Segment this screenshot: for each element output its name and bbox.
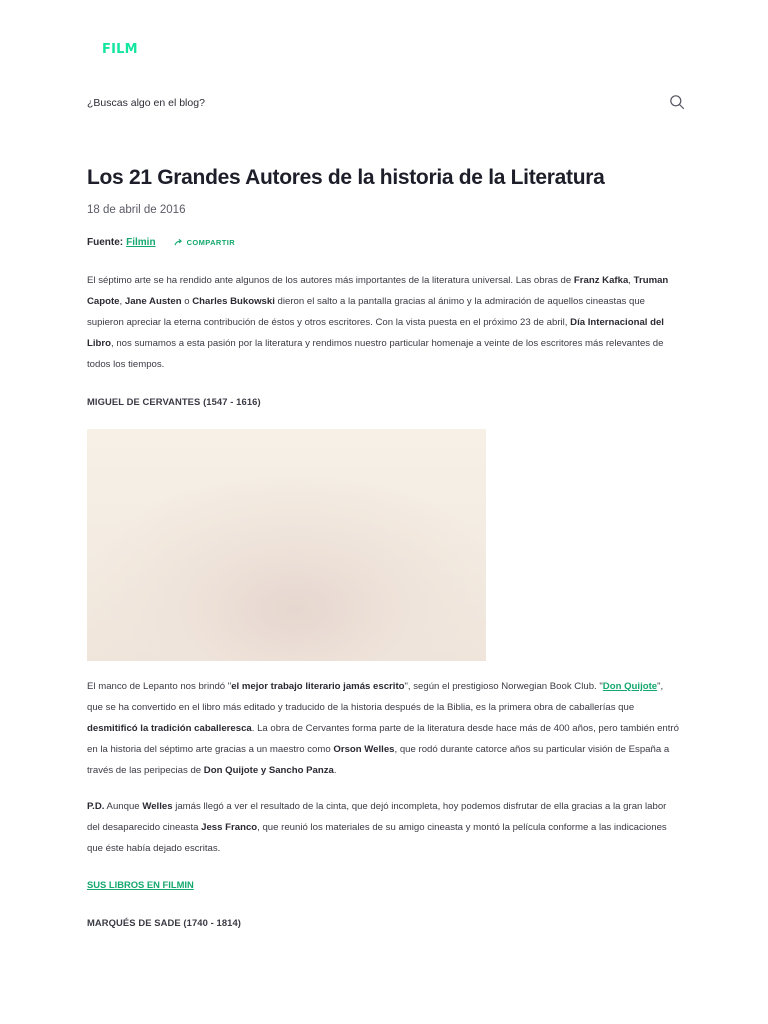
text: , que reunió los materiales de su amigo cineasta y montó la película conforme a las indicaciones que éste había dejado escritas. xyxy=(87,822,667,854)
text: . La obra de Cervantes forma parte de la literatura desde hace más de 400 años, pero también entró en la historia del séptimo arte gracias a un maestro como xyxy=(87,723,679,755)
source-label: Fuente: xyxy=(87,237,124,248)
emphasis: P.D. xyxy=(87,801,105,812)
text: . xyxy=(333,765,337,776)
article-title: Los 21 Grandes Autores de la historia de la Literatura xyxy=(87,166,605,189)
books-in-filmin-link[interactable]: SUS LIBROS EN FILMIN xyxy=(87,879,194,890)
search-prompt[interactable]: ¿Buscas algo en el blog? xyxy=(87,97,205,109)
share-button[interactable] xyxy=(174,238,235,247)
search-icon[interactable] xyxy=(669,94,685,110)
text: , xyxy=(119,296,125,307)
filmin-logo[interactable]: FILM xyxy=(102,42,138,57)
text: Aunque xyxy=(104,801,143,812)
author-name: Truman Capote xyxy=(87,275,669,307)
blog-search[interactable] xyxy=(87,94,687,116)
cervantes-image xyxy=(87,429,486,661)
emphasis: Don Quijote y Sancho Panza xyxy=(203,765,334,776)
text: , xyxy=(628,275,634,286)
intro-paragraph xyxy=(87,270,681,375)
share-arrow-icon xyxy=(174,238,183,247)
article-date: 18 de abril de 2016 xyxy=(87,204,186,216)
cervantes-paragraph xyxy=(87,676,681,781)
emphasis: Jess Franco xyxy=(201,822,258,833)
cervantes-postscript xyxy=(87,796,681,859)
source-row xyxy=(87,237,235,248)
text: ", que se ha convertido en el libro más editado y traducido de la historia después de la Biblia, es la primera obra de caballerías que xyxy=(87,681,664,713)
text: dieron el salto a la pantalla gracias al ánimo y la admiración de aquellos cineastas que supieron apreciar la eterna contribución de éstos y otros escritores. Con la vista puesta en el próximo 23 de abril, xyxy=(87,296,646,328)
don-quijote-link[interactable]: Don Quijote xyxy=(602,681,658,692)
text: El manco de Lepanto nos brindó " xyxy=(87,681,232,692)
source-link[interactable]: Filmin xyxy=(126,237,156,248)
section-heading-sade: MARQUÉS DE SADE (1740 - 1814) xyxy=(87,917,241,928)
share-label: COMPARTIR xyxy=(186,238,236,247)
emphasis: desmitificó la tradición caballeresca xyxy=(87,723,252,734)
text: ", según el prestigioso Norwegian Book Club. " xyxy=(404,681,603,692)
text: o xyxy=(181,296,193,307)
emphasis: el mejor trabajo literario jamás escrito xyxy=(231,681,405,692)
text: jamás llegó a ver el resultado de la cinta, que dejó incompleta, hoy podemos disfrutar de ella gracias a la gran labor del desaparecido cineasta xyxy=(87,801,667,833)
author-name: Jane Austen xyxy=(124,296,182,307)
emphasis: Welles xyxy=(142,801,173,812)
text: , que rodó durante catorce años su particular visión de España a través de las peripecias de xyxy=(87,744,670,776)
emphasis: Día Internacional del Libro xyxy=(87,317,664,349)
text: , nos sumamos a esta pasión por la literatura y rendimos nuestro particular homenaje a veinte de los escritores más relevantes de todos los tiempos. xyxy=(87,338,664,370)
author-name: Charles Bukowski xyxy=(192,296,275,307)
author-name: Franz Kafka xyxy=(573,275,629,286)
emphasis: Orson Welles xyxy=(333,744,395,755)
section-heading-cervantes: MIGUEL DE CERVANTES (1547 - 1616) xyxy=(87,396,261,407)
text: El séptimo arte se ha rendido ante algunos de los autores más importantes de la literatura universal. Las obras de xyxy=(87,275,574,286)
